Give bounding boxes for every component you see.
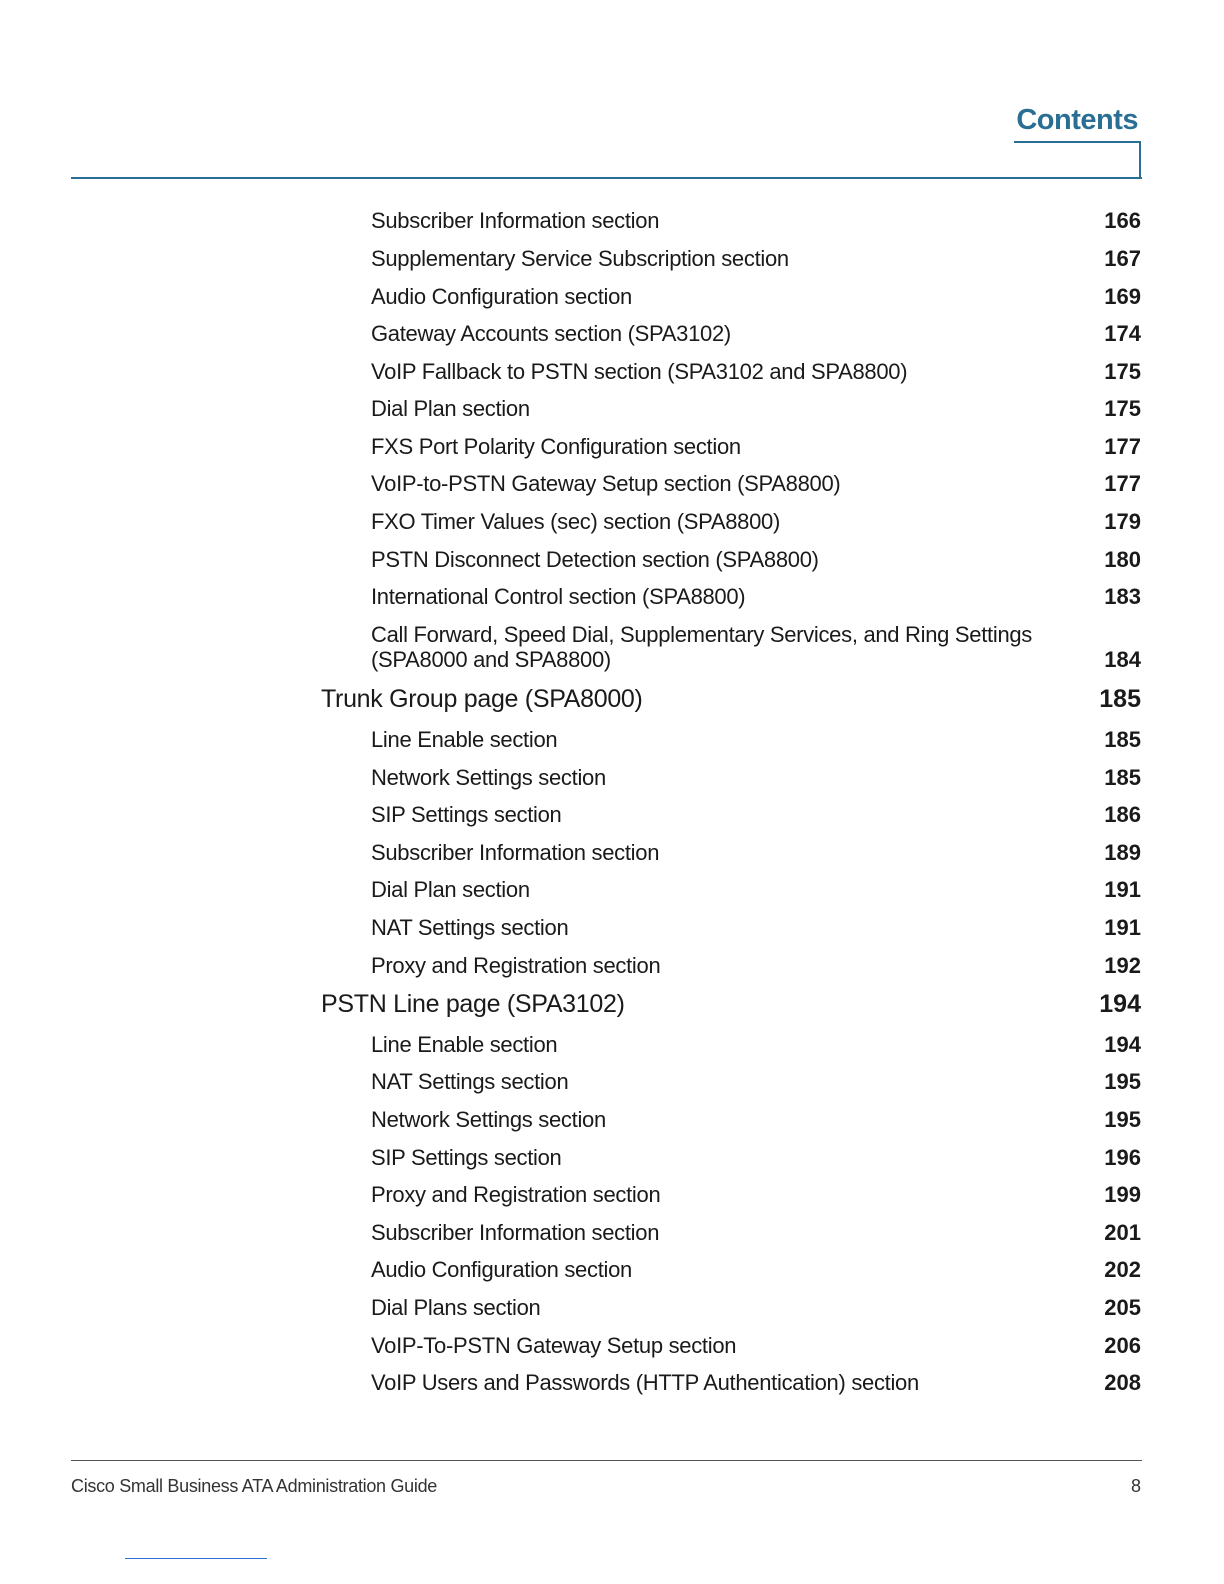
toc-entry-page: 199 xyxy=(1104,1182,1141,1207)
toc-entry-label[interactable]: VoIP Fallback to PSTN section (SPA3102 and SPA8800) xyxy=(371,359,908,384)
toc-entry-label[interactable]: Subscriber Information section xyxy=(371,1220,660,1245)
footer-page-number: 8 xyxy=(1130,1476,1141,1496)
toc-entry-label[interactable]: PSTN Line page (SPA3102) xyxy=(321,990,625,1018)
toc-entry-label[interactable]: Trunk Group page (SPA8000) xyxy=(321,685,643,713)
toc-entry-page: 180 xyxy=(1104,547,1141,572)
toc-entry-label[interactable]: Supplementary Service Subscription section xyxy=(371,246,789,271)
toc-entry-page: 195 xyxy=(1104,1107,1141,1132)
toc-entry-label[interactable]: FXO Timer Values (sec) section (SPA8800) xyxy=(371,509,780,534)
toc-entry-label[interactable]: Line Enable section xyxy=(371,1032,558,1057)
toc-entry-page: 185 xyxy=(1104,765,1141,790)
toc-entry-label[interactable]: VoIP-To-PSTN Gateway Setup section xyxy=(371,1333,737,1358)
footer-title: Cisco Small Business ATA Administration Guide xyxy=(71,1476,437,1496)
toc-entry-page: 169 xyxy=(1104,284,1141,309)
toc-entry-page: 175 xyxy=(1104,396,1141,421)
toc-entry-label[interactable]: FXS Port Polarity Configuration section xyxy=(371,434,741,459)
toc-entry-label[interactable]: International Control section (SPA8800) xyxy=(371,584,746,609)
toc-entry-label[interactable]: NAT Settings section xyxy=(371,1069,569,1094)
toc-entry-label[interactable]: Network Settings section xyxy=(371,765,606,790)
toc-entry-page: 177 xyxy=(1104,434,1141,459)
toc-entry-page: 177 xyxy=(1104,471,1141,496)
toc-entry-label[interactable]: Audio Configuration section xyxy=(371,284,632,309)
toc-entry-page: 194 xyxy=(1104,1032,1141,1057)
footer-rule xyxy=(71,1460,1142,1461)
toc-entry-label[interactable]: VoIP Users and Passwords (HTTP Authentication) section xyxy=(371,1370,919,1395)
toc-entry-label[interactable]: Proxy and Registration section xyxy=(371,1182,661,1207)
toc-entry-page: 166 xyxy=(1104,208,1141,233)
header-box xyxy=(1014,141,1141,178)
toc-entry-page: 191 xyxy=(1104,915,1141,940)
toc-entry-label[interactable]: Dial Plans section xyxy=(371,1295,541,1320)
toc-entry-page: 179 xyxy=(1104,509,1141,534)
toc-entry-label[interactable]: PSTN Disconnect Detection section (SPA8800) xyxy=(371,547,819,572)
toc-entry-label[interactable]: VoIP-to-PSTN Gateway Setup section (SPA8800) xyxy=(371,471,841,496)
toc-entry-page: 183 xyxy=(1104,584,1141,609)
toc-entry-label[interactable]: Subscriber Information section xyxy=(371,840,660,865)
toc-entry-page: 167 xyxy=(1104,246,1141,271)
toc-entry-label-continued[interactable]: (SPA8000 and SPA8800) xyxy=(371,647,611,672)
toc-entry-label[interactable]: Dial Plan section xyxy=(371,877,530,902)
toc-entry-page: 191 xyxy=(1104,877,1141,902)
header-rule xyxy=(71,177,1142,179)
toc-entry-page: 185 xyxy=(1104,727,1141,752)
toc-entry-page: 196 xyxy=(1104,1145,1141,1170)
toc-entry-page: 195 xyxy=(1104,1069,1141,1094)
toc-entry-page: 205 xyxy=(1104,1295,1141,1320)
toc-entry-page: 194 xyxy=(1099,990,1141,1018)
toc-entry-page: 185 xyxy=(1099,685,1141,713)
toc-entry-label[interactable]: Subscriber Information section xyxy=(371,208,660,233)
toc-entry-page: 186 xyxy=(1104,802,1141,827)
bottom-link-underline xyxy=(125,1558,267,1559)
toc-entry-page: 175 xyxy=(1104,359,1141,384)
toc-entry-page: 206 xyxy=(1104,1333,1141,1358)
toc-entry-label[interactable]: Audio Configuration section xyxy=(371,1257,632,1282)
toc-entry-label[interactable]: NAT Settings section xyxy=(371,915,569,940)
toc-entry-label[interactable]: SIP Settings section xyxy=(371,1145,562,1170)
toc-entry-page: 201 xyxy=(1104,1220,1141,1245)
page-header-title: Contents xyxy=(1016,104,1138,136)
toc-entry-label[interactable]: SIP Settings section xyxy=(371,802,562,827)
toc-entry-page: 184 xyxy=(1104,647,1141,672)
toc-entry-page: 192 xyxy=(1104,953,1141,978)
toc-entry-label[interactable]: Network Settings section xyxy=(371,1107,606,1132)
toc-entry-label[interactable]: Dial Plan section xyxy=(371,396,530,421)
toc-entry-page: 174 xyxy=(1104,321,1141,346)
toc-entry-label[interactable]: Proxy and Registration section xyxy=(371,953,661,978)
toc-entry-page: 202 xyxy=(1104,1257,1141,1282)
toc-entry-label[interactable]: Line Enable section xyxy=(371,727,558,752)
toc-entry-label[interactable]: Gateway Accounts section (SPA3102) xyxy=(371,321,731,346)
toc-entry-page: 208 xyxy=(1104,1370,1141,1395)
toc-entry-label[interactable]: Call Forward, Speed Dial, Supplementary Services, and Ring Settings xyxy=(371,622,1033,647)
toc-entry-page: 189 xyxy=(1104,840,1141,865)
